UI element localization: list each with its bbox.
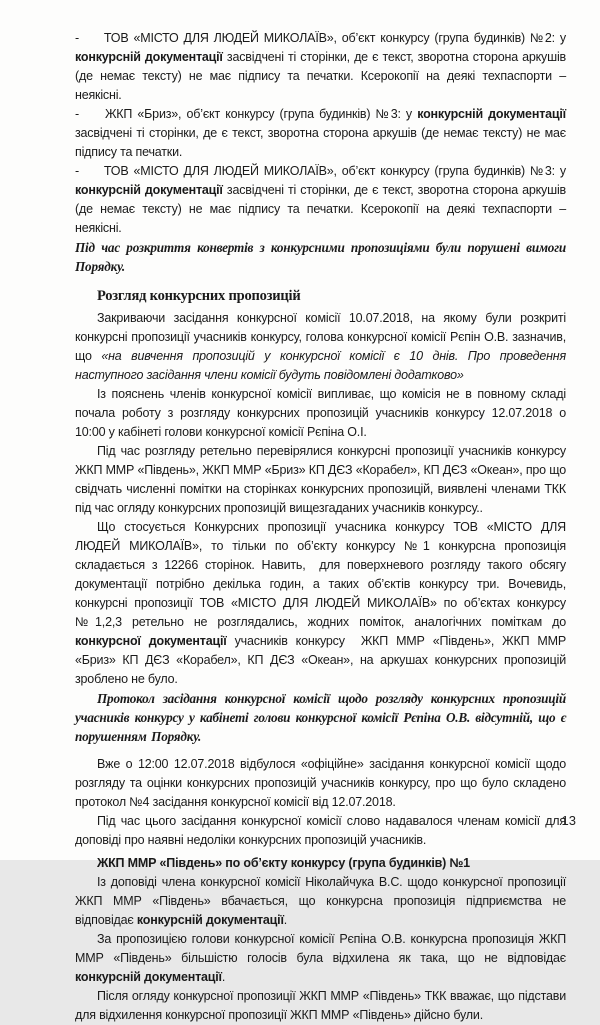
text-run: конкурсної документації xyxy=(75,634,227,648)
body-paragraph xyxy=(75,930,566,987)
text-run: засвідчені ті сторінки, де є текст, зворотна сторона аркушів (де немає тексту) не має підпису та печатки. Ксерокопії на деякі техпаспорти – неякісні. xyxy=(75,183,567,235)
text-run: ЖКП ММР «Південь» по об’єкту конкурсу (група будинків) №1 xyxy=(97,856,470,870)
text-run: - ЖКП «Бриз», об’єкт конкурсу (група будинків) №3: у xyxy=(75,107,418,121)
text-run: Протокол засідання конкурсної комісії щодо розгляду конкурсних пропозицій учасників конкурсу у кабінеті голови конкурсної комісії Рєпіна О.В. відсутній, що є порушенням Порядку. xyxy=(75,691,566,744)
text-run: Із пояснень членів конкурсної комісії випливає, що комісія не в повному складі почала роботу з розгляду конкурсних пропозицій учасників конкурсу 12.07.2018 о 10:00 у кабінеті голови конкурсної комісії Рєпіна О.І. xyxy=(75,387,566,439)
text-run: Під час розкриття конвертів з конкурсними пропозиціями були порушені вимоги Порядку. xyxy=(75,240,566,274)
text-run: Що стосується Конкурсних пропозиції учасника конкурсу ТОВ «МІСТО ДЛЯ ЛЮДЕЙ МИКОЛАЇВ», то тільки по об’єкту конкурсу №1 конкурсна пропозиція складається з 12266 сторінок. Навить, для поверхневого розгляду такого обсягу документації потрібно декілька годин, а таких об’єктів конкурсу три. Вочевидь, конкурсні пропозиції ТОВ «МІСТО ДЛЯ ЛЮДЕЙ МИКОЛАЇВ» по об’єктах конкурсу №1,2,3 ретельно не розглядались, жодних поміток, аналогічних поміткам до xyxy=(75,520,566,629)
text-run: учасників конкурсу ЖКП ММР «Південь», ЖКП ММР «Бриз» КП ДЄЗ «Корабел», КП ДЄЗ «Океан», на аркушах конкурсних пропозицій зроблено не було. xyxy=(75,634,566,686)
text-run: Під час цього засідання конкурсної комісії слово надавалося членам комісії для доповіді про наявні недоліки конкурсних пропозицій учасників. xyxy=(75,814,566,847)
body-paragraph xyxy=(75,987,566,1025)
text-run: Із доповіді члена конкурсної комісії Ніколайчука В.С. щодо конкурсної пропозиції ЖКП ММР «Південь» вбачається, що конкурсна пропозиція підприємства не відповідає xyxy=(75,875,566,927)
finding-paragraph xyxy=(75,689,566,746)
text-run: Закриваючи засідання конкурсної комісії 10.07.2018, на якому були розкриті конкурсні пропозиції учасників конкурсу, голова конкурсної комісії Рєпін О.В. зазначив, що xyxy=(75,311,566,363)
text-run: Під час розгляду ретельно перевірялися конкурсні пропозиції учасників конкурсу ЖКП ММР «Південь», ЖКП ММР «Бриз» КП ДЄЗ «Корабел», КП ДЄЗ «Океан», про що свідчать численні помітки на сторінках конкурсних пропозицій, виявлені членами ТКК під час огляду конкурсних пропозицій вищезгаданих учасників конкурсу.. xyxy=(75,444,566,515)
text-run: засвідчені ті сторінки, де є текст, зворотна сторона аркушів (де немає тексту) не має підпису та печатки. Ксерокопії на деякі техпаспорти – неякісні. xyxy=(75,50,567,102)
bullet-paragraph xyxy=(75,162,566,238)
text-run: Після огляду конкурсної пропозиції ЖКП ММР «Південь» ТКК вважає, що підстави для відхилення конкурсної пропозиції ЖКП ММР «Південь» дійсно були. xyxy=(75,989,566,1022)
text-run: засвідчені ті сторінки, де є текст, зворотна сторона аркушів (де немає тексту) не має підпису та печатки. xyxy=(75,126,566,159)
subsection-heading xyxy=(75,854,566,873)
body-paragraph xyxy=(75,309,566,385)
bullet-paragraph xyxy=(75,105,566,162)
document-content xyxy=(75,29,566,1025)
body-paragraph xyxy=(75,518,566,689)
text-run: Вже о 12:00 12.07.2018 відбулося «офіційне» засідання конкурсної комісії щодо розгляду та оцінки конкурсних пропозицій учасників конкурсу, про що було складено протокол №4 засідання конкурсної комісії від 12.07.2018. xyxy=(75,757,566,809)
text-run: - ТОВ «МІСТО ДЛЯ ЛЮДЕЙ МИКОЛАЇВ», об’єкт конкурсу (група будинків) №3: у xyxy=(75,164,566,178)
section-heading xyxy=(75,287,566,306)
text-run: конкурсній документації xyxy=(75,183,223,197)
text-run: - ТОВ «МІСТО ДЛЯ ЛЮДЕЙ МИКОЛАЇВ», об’єкт конкурсу (група будинків) №2: у xyxy=(75,31,566,45)
text-run: За пропозицією голови конкурсної комісії Рєпіна О.В. конкурсна пропозиція ЖКП ММР «Південь» більшістю голосів була відхилена як така, що не відповідає xyxy=(75,932,566,965)
text-run: конкурсній документації xyxy=(417,107,566,121)
body-paragraph xyxy=(75,442,566,518)
body-paragraph xyxy=(75,812,566,850)
page-number: 13 xyxy=(561,813,576,828)
text-run: конкурсній документації xyxy=(75,50,223,64)
bullet-paragraph xyxy=(75,29,566,105)
body-paragraph xyxy=(75,385,566,442)
text-run: конкурсній документації xyxy=(75,970,222,984)
text-run: . xyxy=(283,913,288,927)
body-paragraph xyxy=(75,755,566,812)
text-run: конкурсній документації xyxy=(136,913,284,927)
text-run: . xyxy=(221,970,226,984)
text-run: «на вивчення пропозицій у конкурсної комісії є 10 днів. Про проведення наступного засідання члени комісії будуть повідомлені додатково» xyxy=(75,349,566,382)
body-paragraph xyxy=(75,873,566,930)
text-run: Розгляд конкурсних пропозицій xyxy=(97,288,301,304)
finding-paragraph xyxy=(75,238,566,276)
